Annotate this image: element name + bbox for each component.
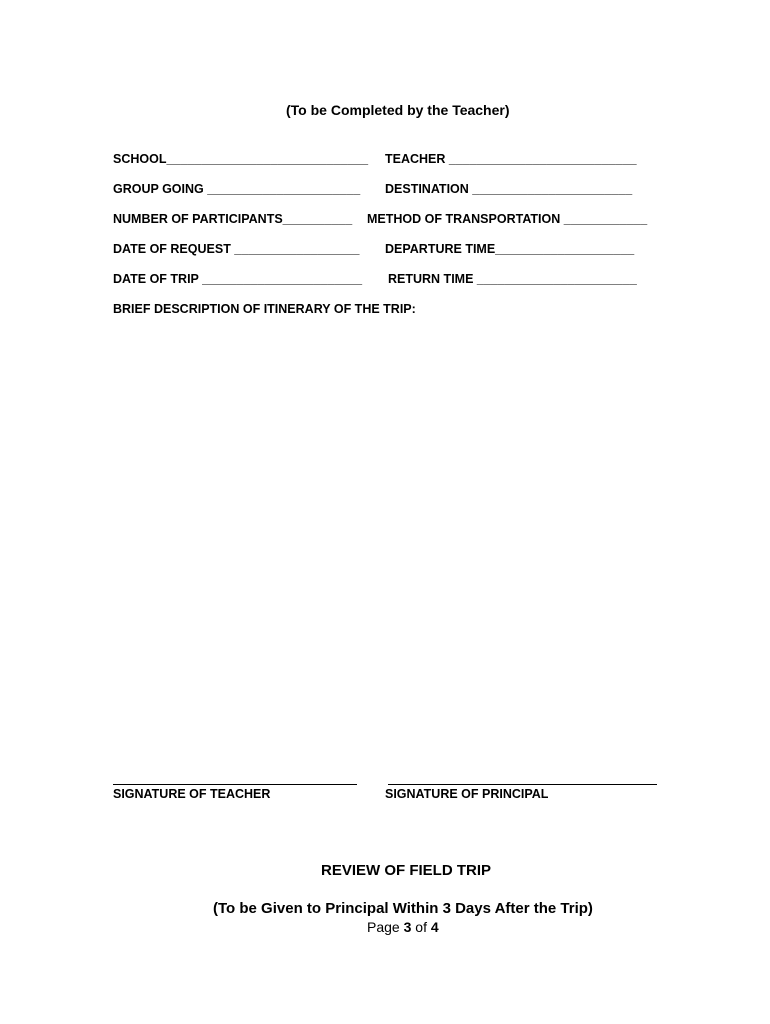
teacher-section-heading: (To be Completed by the Teacher): [286, 102, 510, 118]
method-of-transportation-field: METHOD OF TRANSPORTATION ____________: [367, 212, 648, 226]
page-number: [367, 919, 439, 935]
teacher-field: TEACHER ___________________________: [385, 152, 637, 166]
school-field: SCHOOL_____________________________: [113, 152, 369, 166]
teacher-signature-line: [113, 784, 357, 785]
principal-signature-line: [388, 784, 657, 785]
number-of-participants-field: NUMBER OF PARTICIPANTS__________: [113, 212, 353, 226]
return-time-field: RETURN TIME _______________________: [388, 272, 637, 286]
page-total: 4: [430, 919, 439, 935]
review-subtitle: (To be Given to Principal Within 3 Days After the Trip): [213, 900, 593, 917]
review-title: REVIEW OF FIELD TRIP: [321, 862, 492, 879]
page-current: 3: [403, 919, 412, 935]
departure-time-field: DEPARTURE TIME____________________: [385, 242, 635, 256]
group-going-field: GROUP GOING ______________________: [113, 182, 361, 196]
principal-signature-label: SIGNATURE OF PRINCIPAL: [385, 787, 549, 801]
destination-field: DESTINATION _______________________: [385, 182, 633, 196]
itinerary-label: BRIEF DESCRIPTION OF ITINERARY OF THE TRIP:: [113, 302, 416, 316]
teacher-signature-label: SIGNATURE OF TEACHER: [113, 787, 271, 801]
page-prefix: Page: [367, 919, 400, 935]
date-of-trip-field: DATE OF TRIP _______________________: [113, 272, 363, 286]
page-of: of: [415, 919, 427, 935]
date-of-request-field: DATE OF REQUEST __________________: [113, 242, 360, 256]
